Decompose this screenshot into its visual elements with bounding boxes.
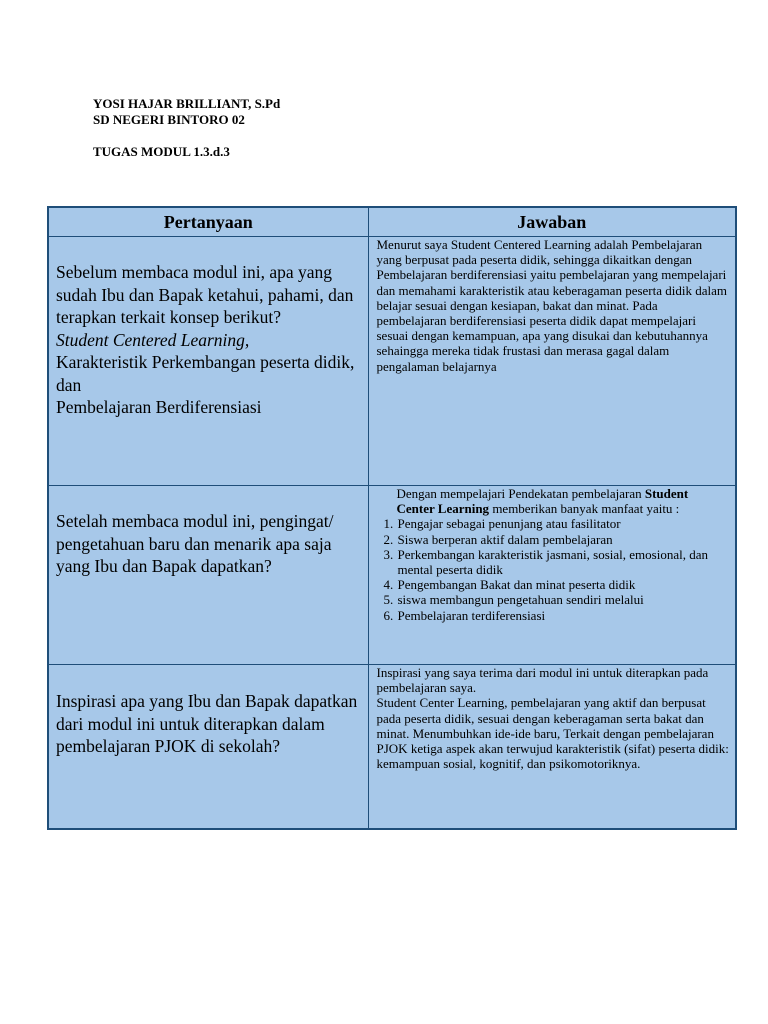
list-item: 6. Pembelajaran terdiferensiasi	[397, 608, 730, 623]
answer-2-intro-end: memberikan banyak manfaat yaitu :	[492, 501, 680, 517]
question-2-text: Setelah membaca modul ini, pengingat/ pengetahuan baru dan menarik apa saja yang Ibu dan Bapak dapatkan?	[56, 511, 334, 576]
author-name: YOSI HAJAR BRILLIANT, S.Pd	[93, 96, 281, 111]
answer-3-paragraph-1: Inspirasi yang saya terima dari modul ini untuk diterapkan pada pembelajaran saya.	[376, 665, 709, 696]
list-item: 4. Pengembangan Bakat dan minat peserta didik	[397, 577, 730, 592]
table-row	[48, 665, 736, 830]
question-1-italic: Student Centered Learning,	[56, 329, 250, 350]
question-1-text: Sebelum membaca modul ini, apa yang sudah Ibu dan Bapak ketahui, pahami, dan terapkan terkait konsep berikut?	[56, 262, 354, 327]
header-spacer	[93, 128, 280, 144]
column-header-answer: Jawaban	[368, 207, 736, 237]
question-cell-2	[48, 486, 368, 665]
answer-cell-2	[368, 486, 736, 665]
question-cell-3	[48, 665, 368, 830]
table-header-row	[48, 207, 736, 237]
list-item: 1. Pengajar sebagai penunjang atau fasilitator	[397, 516, 730, 531]
question-3-text: Inspirasi apa yang Ibu dan Bapak dapatkan dari modul ini untuk diterapkan dalam pembelajaran PJOK di sekolah?	[56, 691, 358, 756]
task-title: TUGAS MODUL 1.3.d.3	[93, 144, 230, 159]
list-item: 3. Perkembangan karakteristik jasmani, sosial, emosional, dan mental peserta didik	[397, 547, 730, 577]
list-item: 2. Siswa berperan aktif dalam pembelajaran	[397, 532, 730, 547]
list-item: 5. siswa membangun pengetahuan sendiri melalui	[397, 592, 730, 607]
question-1-line3: Pembelajaran Berdiferensiasi	[56, 397, 262, 417]
table-row	[48, 486, 736, 665]
benefits-list	[377, 516, 730, 622]
answer-2-intro-text: Dengan mempelajari Pendekatan pembelajaran	[396, 486, 642, 501]
table-row	[48, 237, 736, 486]
question-answer-table	[47, 206, 737, 830]
question-1-line2: Karakteristik Perkembangan peserta didik, dan	[56, 352, 355, 395]
answer-2-intro	[377, 486, 730, 516]
question-cell-1	[48, 237, 368, 486]
school-name: SD NEGERI BINTORO 02	[93, 112, 245, 127]
document-header	[93, 96, 280, 160]
answer-cell-1	[368, 237, 736, 486]
answer-3-paragraph-2: Student Center Learning, pembelajaran yang aktif dan berpusat pada peserta didik, sesuai dengan keberagaman serta bakat dan minat. Menumbuhkan ide-ide baru, Terkait dengan pembelajaran PJOK ketiga aspek akan terwujud karakteristik (sifat) peserta didik: kemampuan sosial, kognitif, dan psikomotoriknya.	[376, 695, 729, 772]
answer-1-text: Menurut saya Student Centered Learning adalah Pembelajaran yang berpusat pada peserta didik, sehingga dikaitkan dengan Pembelajaran berdiferensiasi yaitu pembelajaran yang mempelajari dan memahami karakteristik atau keberagaman peserta didik dalam belajar sesuai dengan kesiapan, bakat dan minat. Pada pembelajaran berdiferensiasi peserta didik dapat mempelajari sesuai dengan kemampuan, apa yang disukai dan kebutuhannya sehaingga mereka tidak frustasi dan merasa gagal dalam pengalaman belajarnya	[376, 237, 727, 374]
answer-2-intro-bold: Student Center Learning	[396, 486, 689, 517]
column-header-question: Pertanyaan	[48, 207, 368, 237]
answer-cell-3	[368, 665, 736, 830]
